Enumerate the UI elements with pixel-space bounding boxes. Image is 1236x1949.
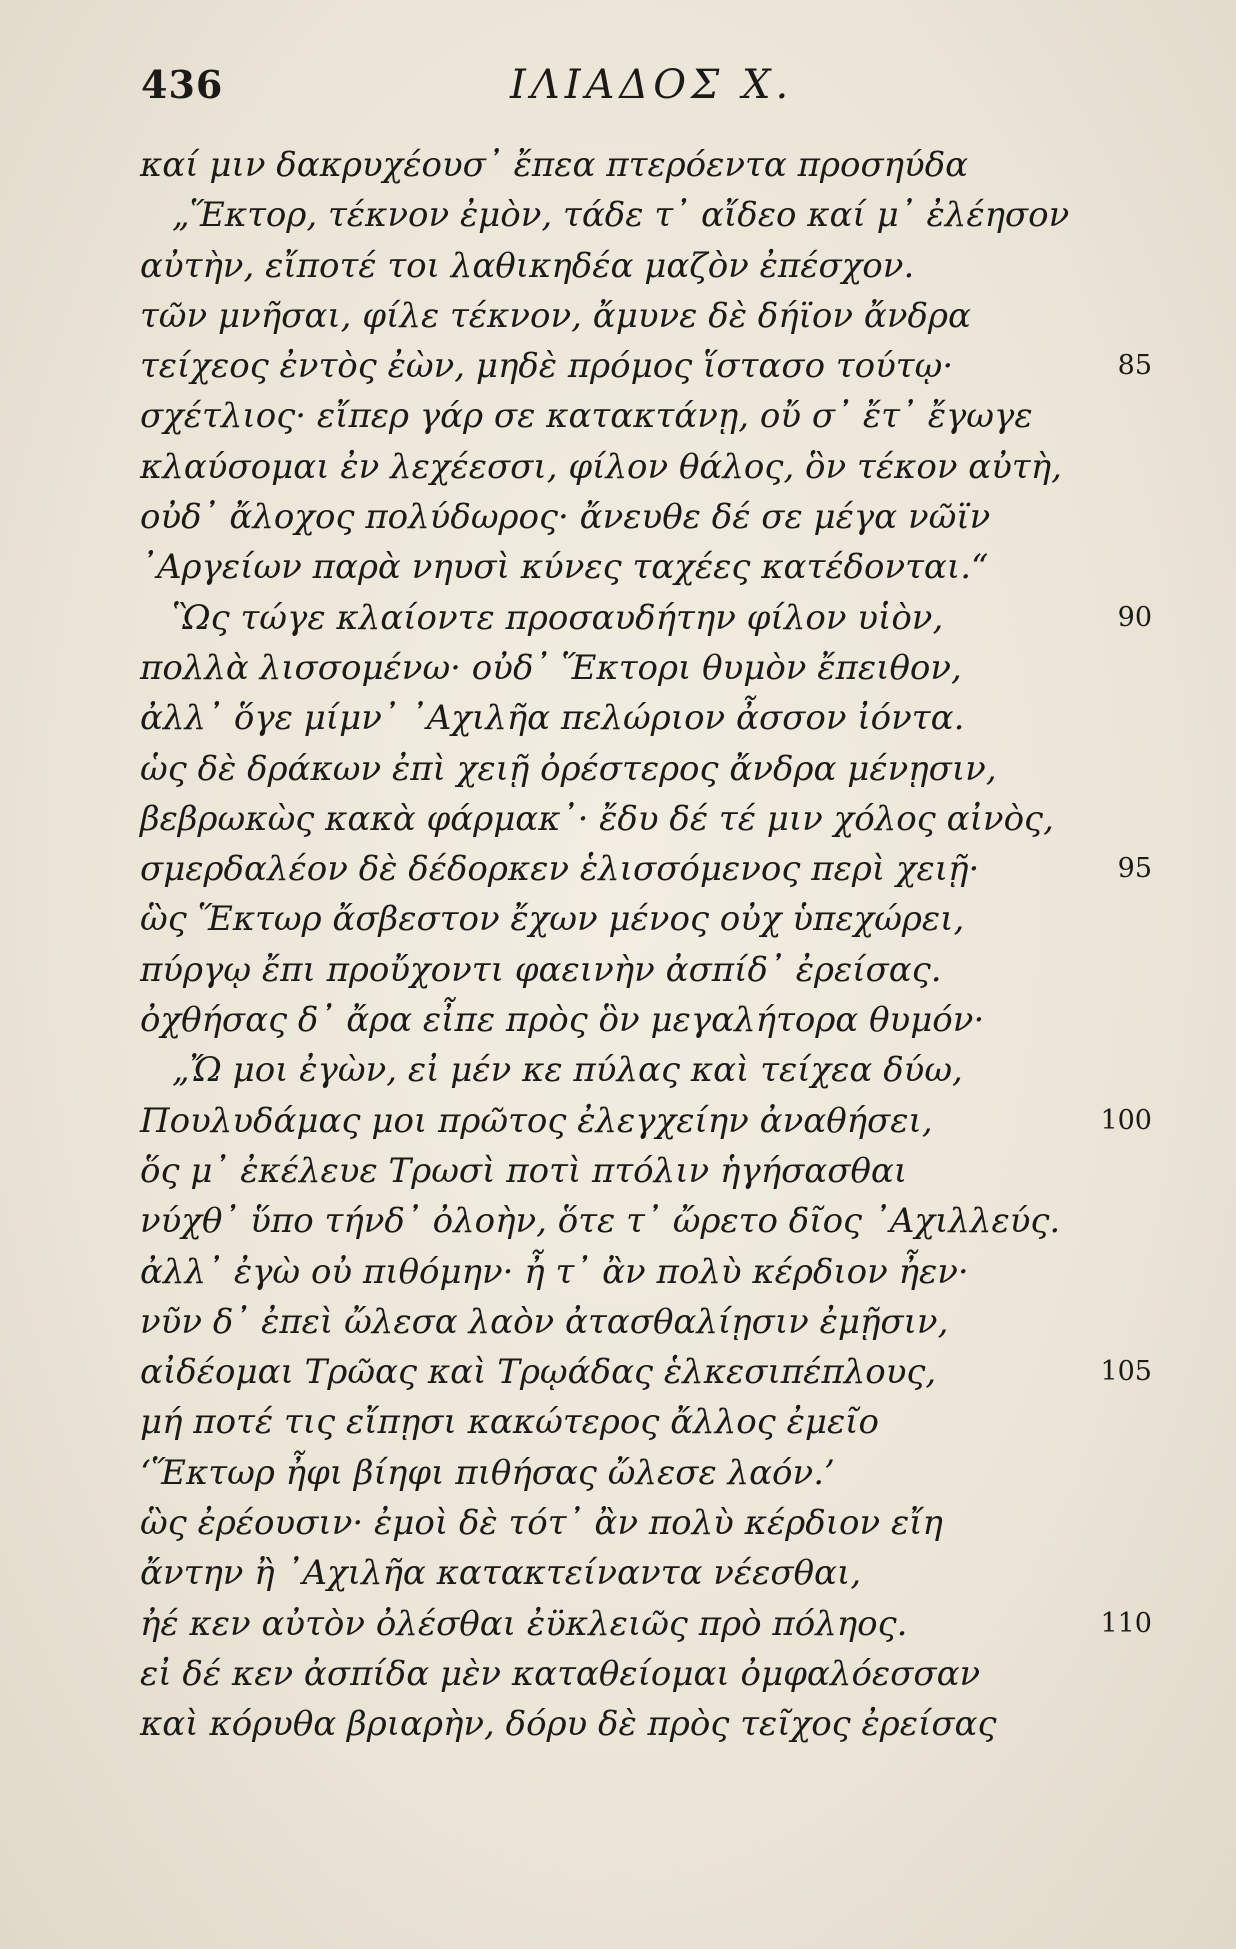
verse-text: σμερδαλέον δὲ δέδορκεν ἑλισσόμενος περὶ χειῇ· <box>140 849 980 890</box>
verse-text: καὶ κόρυθα βριαρὴν, δόρυ δὲ πρὸς τεῖχος ἐρείσας <box>140 1704 997 1745</box>
verse-line <box>140 140 1150 190</box>
verse-line <box>140 190 1150 240</box>
verse-text: ἄντην ἢ ᾽Αχιλῆα κατακτείναντα νέεσθαι, <box>140 1553 862 1594</box>
verse-line <box>140 341 1150 391</box>
verse-text: ἠέ κεν αὐτὸν ὀλέσθαι ἐϋκλειῶς πρὸ πόληος. <box>140 1603 908 1644</box>
line-number: 95 <box>1117 853 1152 885</box>
verse-text: κλαύσομαι ἐν λεχέεσσι, φίλον θάλος, ὃν τέκον αὐτὴ, <box>140 446 1062 487</box>
verse-text: ἀλλ᾽ ὅγε μίμν᾽ ᾽Αχιλῆα πελώριον ἆσσον ἰόντα. <box>140 698 965 739</box>
verse-line <box>140 894 1150 944</box>
verse-line <box>140 1146 1150 1196</box>
verse-text: ὅς μ᾽ ἐκέλευε Τρωσὶ ποτὶ πτόλιν ἡγήσασθαι <box>140 1150 908 1191</box>
verse-line <box>140 1548 1150 1598</box>
verse-line <box>140 693 1150 743</box>
verse-text: ᾽Αργείων παρὰ νηυσὶ κύνες ταχέες κατέδονται.“ <box>140 547 989 588</box>
verse-text: „Ὤ μοι ἐγὼν, εἰ μέν κε πύλας καὶ τείχεα δύω, <box>172 1050 963 1091</box>
verse-line <box>140 492 1150 542</box>
verse-line <box>140 844 1150 894</box>
verse-text: ὀχθήσας δ᾽ ἄρα εἶπε πρὸς ὃν μεγαλήτορα θυμόν· <box>140 1000 985 1041</box>
verse-line <box>140 1397 1150 1447</box>
verse-text: βεβρωκὼς κακὰ φάρμακ᾽· ἔδυ δέ τέ μιν χόλος αἰνὸς, <box>140 798 1054 839</box>
verse-text: ὣς Ἕκτωρ ἄσβεστον ἔχων μένος οὐχ ὑπεχώρει, <box>140 899 965 940</box>
verse-line <box>140 1498 1150 1548</box>
verse-text: ὡς δὲ δράκων ἐπὶ χειῇ ὀρέστερος ἄνδρα μένῃσιν, <box>140 748 997 789</box>
running-head: ΙΛΙΑΔΟΣ Χ. <box>510 62 794 108</box>
verse-text: τῶν μνῆσαι, φίλε τέκνον, ἄμυνε δὲ δήϊον ἄνδρα <box>140 295 971 336</box>
verse-line <box>140 643 1150 693</box>
verse-text: μή ποτέ τις εἴπῃσι κακώτερος ἄλλος ἐμεῖο <box>140 1402 879 1443</box>
verse-line <box>140 593 1150 643</box>
verse-line <box>140 1599 1150 1649</box>
verse-line <box>140 1096 1150 1146</box>
verse-text: εἰ δέ κεν ἀσπίδα μὲν καταθείομαι ὀμφαλόεσσαν <box>140 1653 981 1694</box>
verse-line <box>140 1196 1150 1246</box>
verse-text: νύχθ᾽ ὕπο τήνδ᾽ ὀλοὴν, ὅτε τ᾽ ὤρετο δῖος ᾽Αχιλλεύς. <box>140 1201 1061 1242</box>
verse-line <box>140 995 1150 1045</box>
verse-line <box>140 1247 1150 1297</box>
verse-text: „Ἕκτορ, τέκνον ἐμὸν, τάδε τ᾽ αἴδεο καί μ᾽ ἐλέησον <box>172 195 1070 236</box>
verse-line <box>140 542 1150 592</box>
line-number: 105 <box>1100 1356 1152 1388</box>
verse-line <box>140 744 1150 794</box>
verse-text: ‘Ἕκτωρ ἦφι βίηφι πιθήσας ὤλεσε λαόν.’ <box>140 1452 835 1493</box>
verse-text: οὐδ᾽ ἄλοχος πολύδωρος· ἄνευθε δέ σε μέγα νῶϊν <box>140 497 991 538</box>
verse-line <box>140 391 1150 441</box>
verse-line <box>140 794 1150 844</box>
verse-line <box>140 945 1150 995</box>
verse-text: πολλὰ λισσομένω· οὐδ᾽ Ἕκτορι θυμὸν ἔπειθον, <box>140 647 962 688</box>
verse-text: πύργῳ ἔπι προὔχοντι φαεινὴν ἀσπίδ᾽ ἐρείσας. <box>140 949 942 990</box>
verse-text: Πουλυδάμας μοι πρῶτος ἐλεγχείην ἀναθήσει, <box>140 1100 933 1141</box>
verse-line <box>140 442 1150 492</box>
line-number: 100 <box>1100 1104 1152 1136</box>
verse-text: ὣς ἐρέουσιν· ἐμοὶ δὲ τότ᾽ ἂν πολὺ κέρδιον εἴη <box>140 1503 943 1544</box>
verse-line <box>140 1045 1150 1095</box>
line-number: 85 <box>1117 350 1152 382</box>
verse-line <box>140 1649 1150 1699</box>
verse-block <box>140 140 1150 1750</box>
verse-text: σχέτλιος· εἴπερ γάρ σε κατακτάνῃ, οὔ σ᾽ ἔτ᾽ ἔγωγε <box>140 396 1033 437</box>
verse-text: Ὣς τώγε κλαίοντε προσαυδήτην φίλον υἱὸν, <box>172 597 944 638</box>
verse-line <box>140 291 1150 341</box>
page-header <box>135 48 1135 108</box>
page-number: 436 <box>141 62 224 107</box>
verse-text: ἀλλ᾽ ἐγὼ οὐ πιθόμην· ἦ τ᾽ ἂν πολὺ κέρδιον ἦεν· <box>140 1251 969 1292</box>
verse-text: αἰδέομαι Τρῶας καὶ Τρῳάδας ἑλκεσιπέπλους, <box>140 1352 937 1393</box>
verse-line <box>140 1347 1150 1397</box>
line-number: 110 <box>1100 1607 1152 1639</box>
verse-line <box>140 1448 1150 1498</box>
verse-text: καί μιν δακρυχέουσ᾽ ἔπεα πτερόεντα προσηύδα <box>140 145 969 185</box>
verse-line <box>140 1699 1150 1749</box>
verse-text: νῦν δ᾽ ἐπεὶ ὤλεσα λαὸν ἀτασθαλίῃσιν ἐμῇσιν, <box>140 1301 949 1342</box>
line-number: 90 <box>1117 601 1152 633</box>
verse-text: τείχεος ἐντὸς ἐὼν, μηδὲ πρόμος ἵστασο τούτῳ· <box>140 346 954 387</box>
verse-text: αὐτὴν, εἴποτέ τοι λαθικηδέα μαζὸν ἐπέσχον. <box>140 245 915 286</box>
verse-line <box>140 241 1150 291</box>
verse-line <box>140 1297 1150 1347</box>
